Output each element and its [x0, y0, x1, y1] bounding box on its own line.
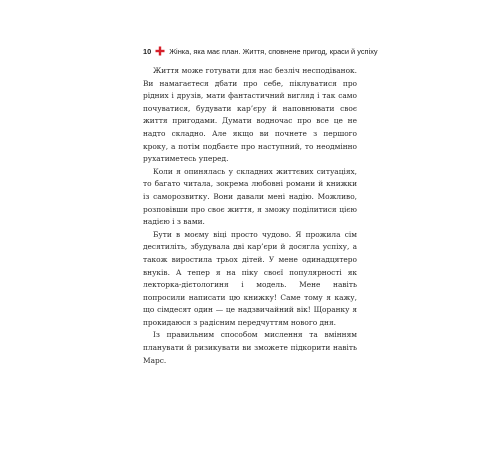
- paragraph-4: Із правильним способом мислення та вмінням планувати й ризикувати ви зможете підкорити навіть Марс.: [143, 330, 357, 365]
- cross-horizontal-bar: [156, 50, 165, 52]
- paragraph-3: Бути в моєму віці просто чудово. Я прожила сім десятиліть, збудувала дві кар’єри й досягла успіху, а також виростила трьох дітей. У мене одинадцятеро внуків. А тепер я на піку своєї популярності як лекторка-дієтологиня і модель. Мене навіть попросили написати цю книжку! Саме тому я кажу, що сімдесят один — це надзвичайний вік! Щоранку я прокидаюся з радісним передчуттям нового дня.: [143, 229, 357, 327]
- page-number: 10: [143, 46, 152, 56]
- body-text: [143, 65, 357, 367]
- paragraph-1: Життя може готувати для нас безліч несподіванок. Ви намагаєтеся дбати про себе, піклуватися про рідних і друзів, мати фантастичний вигляд і так само почуватися, будувати кар’єру й наповнювати своє життя пригодами. Думати водночас про все це не надто складно. Але якщо ви почнете з першого кроку, а потім подбаєте про наступний, то неодмінно рухатиметесь уперед.: [143, 66, 357, 164]
- running-header: [143, 44, 378, 58]
- paragraph-2: Коли я опинялась у складних життєвих ситуаціях, то багато читала, зокрема любовні романи й книжки із саморозвитку. Вони давали мені надію. Можливо, розповівши про своє життя, я зможу поділитися цією надією і з вами.: [143, 166, 357, 227]
- running-header-title: Жінка, яка має план. Життя, сповнене пригод, краси й успіху: [169, 46, 378, 56]
- red-cross-icon: [155, 46, 165, 56]
